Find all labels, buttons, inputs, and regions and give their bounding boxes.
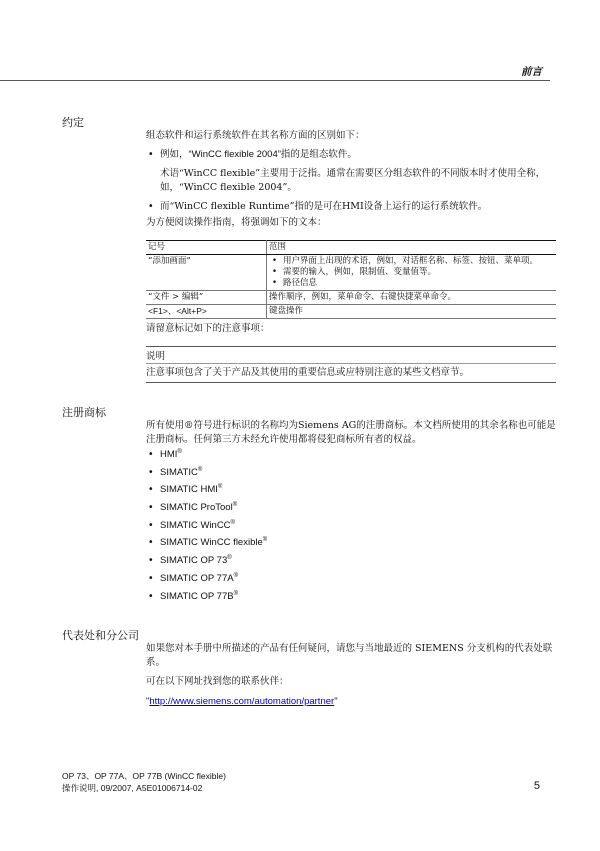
conventions-intro: 组态软件和运行系统软件在其名称方面的区别如下： <box>146 130 365 141</box>
list-item <box>146 536 446 554</box>
trademark-name: SIMATIC OP 77B <box>160 590 234 602</box>
page-number: 5 <box>533 780 540 792</box>
trademark-name: SIMATIC WinCC <box>160 519 231 531</box>
table-cell-scope: 键盘操作 <box>267 305 557 319</box>
header-divider <box>0 80 550 81</box>
table-cell-notation: “添加画面” <box>146 255 267 291</box>
conventions-table <box>146 240 556 319</box>
quote-open: " <box>146 696 150 707</box>
list-item <box>146 501 446 519</box>
list-item <box>146 590 446 608</box>
registered-mark: ® <box>177 448 182 455</box>
table-cell-notation: “文件 > 编辑” <box>146 291 267 305</box>
bullet1-prefix: 例如， <box>160 149 189 160</box>
trademark-name: SIMATIC ProTool <box>160 502 233 514</box>
section-heading-representatives: 代表处和分公司 <box>62 629 139 642</box>
partner-link[interactable]: http://www.siemens.com/automation/partner <box>149 696 335 707</box>
footer-line-2: 操作说明, 09/2007, A5E01006714-02 <box>62 783 203 793</box>
footer-line-1: OP 73、OP 77A、OP 77B (WinCC flexible) <box>62 771 226 781</box>
table-header-notation: 记号 <box>146 241 267 255</box>
table-row <box>146 305 556 319</box>
table-cell-scope: 操作顺序，例如，菜单命令、右键快捷菜单命令。 <box>267 291 557 305</box>
list-item <box>146 519 446 537</box>
table-row <box>146 291 556 305</box>
note-intro: 请留意标记如下的注意事项： <box>146 323 270 334</box>
table-cell-notation: <F1>、<Alt+P> <box>146 305 267 319</box>
table-cell-scope <box>267 255 557 291</box>
trademark-name: SIMATIC OP 73 <box>160 555 228 567</box>
registered-mark: ® <box>197 466 203 473</box>
partner-link-line <box>146 695 556 709</box>
registered-mark: ® <box>217 484 223 491</box>
note-title: 说明 <box>146 350 556 364</box>
conventions-bullet-2: • 而“WinCC flexible Runtime”指的是可在HMI设备上运行的运行系统软件。 <box>146 200 556 214</box>
section-heading-trademarks: 注册商标 <box>62 406 106 419</box>
footer <box>62 770 226 794</box>
trademark-name: SIMATIC WinCC flexible <box>160 537 263 549</box>
conventions-body <box>146 129 556 230</box>
trademark-name: SIMATIC <box>160 466 198 478</box>
page-header-title: 前言 <box>521 66 542 78</box>
bullet1-product: “WinCC flexible 2004” <box>188 149 281 160</box>
scope-item: • 用户界面上出现的术语，例如，对话框名称、标签、按钮、菜单项。 <box>269 256 554 267</box>
representatives-text-2: 可在以下网址找到您的联系伙伴： <box>146 676 289 687</box>
list-item <box>146 483 446 501</box>
trademark-name: HMI <box>160 449 178 460</box>
list-item <box>146 466 446 484</box>
registered-mark: ® <box>232 501 238 508</box>
conventions-term-text: 术语“WinCC flexible”主要用于泛指。通常在需要区分组态软件的不同版本时才使用全称，如，“WinCC flexible 2004”。 <box>160 168 546 193</box>
trademark-name: SIMATIC HMI <box>160 484 218 496</box>
trademarks-intro: 所有使用®符号进行标识的名称均为Siemens AG的注册商标。本文档所使用的其余名称也可能是注册商标。任何第三方未经允许使用都将侵犯商标所有者的权益。 <box>146 420 556 445</box>
scope-item: • 路径信息 <box>269 278 554 289</box>
representatives-body <box>146 642 556 709</box>
quote-close: " <box>334 696 338 707</box>
registered-mark: ® <box>262 537 268 544</box>
registered-mark: ® <box>233 572 238 579</box>
registered-mark: ® <box>233 590 238 597</box>
representatives-text-1: 如果您对本手册中所描述的产品有任何疑问，请您与当地最近的 SIEMENS 分支机构的代表处联系。 <box>146 643 553 668</box>
note-text: 注意事项包含了关于产品及其使用的重要信息或应特别注意的某些文档章节。 <box>146 367 470 378</box>
conventions-table-intro: 为方便阅读操作指南，将强调如下的文本： <box>146 217 327 228</box>
table-row <box>146 255 556 291</box>
conventions-bullet-1 <box>146 148 556 162</box>
list-item <box>146 572 446 590</box>
list-item <box>146 554 446 572</box>
registered-mark: ® <box>227 554 232 561</box>
bullet1-suffix: 指的是组态软件。 <box>280 149 357 160</box>
trademark-list <box>146 448 446 607</box>
table-header-scope: 范围 <box>267 241 557 255</box>
section-heading-conventions: 约定 <box>62 116 84 129</box>
note-box <box>146 346 556 383</box>
registered-mark: ® <box>230 519 235 526</box>
trademark-name: SIMATIC OP 77A <box>160 572 234 584</box>
table-header-row <box>146 241 556 255</box>
scope-item: • 需要的输入，例如，限制值、变量值等。 <box>269 267 554 278</box>
list-item <box>146 448 446 466</box>
